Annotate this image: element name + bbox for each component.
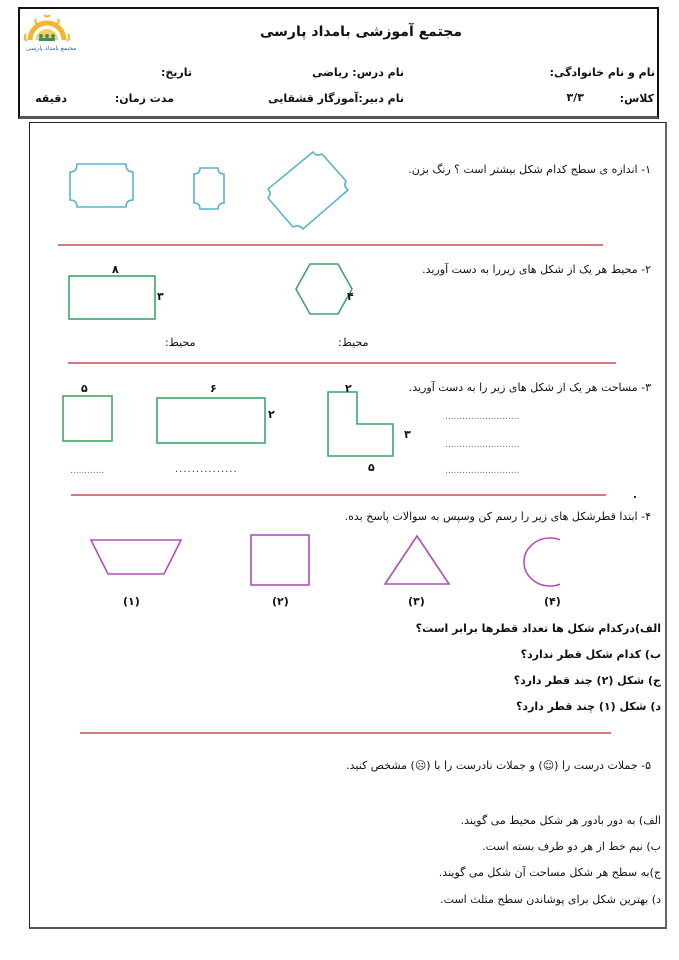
q4-shapes xyxy=(80,530,560,590)
q3-answer-line-2[interactable]: .......................... xyxy=(445,440,520,450)
q4-shape-label-1: (۱) xyxy=(123,595,140,608)
q3-lshape-top-label: ۲ xyxy=(345,382,352,395)
q3-lshape-side-label: ۳ xyxy=(404,428,411,441)
q4-triangle-shape xyxy=(385,536,449,584)
q4-subquestion-c: ج) شکل (۲) چند قطر دارد؟ xyxy=(513,674,661,687)
q5-statement-b: ب) نیم خط از هر دو طرف بسته است. xyxy=(482,840,661,853)
q4-square-shape xyxy=(251,535,309,585)
q4-shape-label-2: (۲) xyxy=(272,595,289,608)
frown-icon: ☹ xyxy=(414,759,427,772)
q4-subquestion-b: ب) کدام شکل قطر ندارد؟ xyxy=(520,648,661,661)
q3-shapes xyxy=(55,385,415,465)
q2-shapes xyxy=(60,260,360,330)
q3-l-shape xyxy=(328,392,393,456)
q3-rect-answer-line[interactable]: ............... xyxy=(175,464,238,475)
q3-answer-line-3[interactable]: .......................... xyxy=(445,466,520,476)
q3-lshape-bottom-label: ۵ xyxy=(368,461,375,474)
q2-rectangle-shape xyxy=(69,276,155,319)
notched-rectangle-small-shape xyxy=(194,168,224,209)
date-label: تاریخ: xyxy=(160,66,192,79)
school-logo xyxy=(22,12,76,56)
q4-shape-label-3: (۳) xyxy=(408,595,425,608)
question-1-text: ۱- اندازه ی سطح کدام شکل بیشتر است ؟ رنگ بزن. xyxy=(408,163,651,176)
q3-square-shape xyxy=(63,396,112,441)
section-divider xyxy=(80,732,611,734)
q4-trapezoid-shape xyxy=(91,540,181,574)
q2-rect-perimeter-label: محیط: xyxy=(165,336,196,349)
q5-statement-d: د) بهترین شکل برای پوشاندن سطح مثلث است. xyxy=(440,893,661,906)
class-value: ۳/۳ xyxy=(566,91,584,104)
q4-subquestion-a: الف)درکدام شکل ها تعداد قطرها برابر است؟ xyxy=(415,622,661,635)
section-divider xyxy=(58,244,603,246)
q1-shapes xyxy=(60,148,360,238)
question-3-text: ۳- مساحت هر یک از شکل های زیر را به دست آورید. xyxy=(408,381,651,394)
q3-rectangle-shape xyxy=(157,398,265,443)
q3-square-answer-line[interactable]: ............ xyxy=(70,466,105,476)
class-label: کلاس: xyxy=(619,92,654,105)
q2-hexagon-perimeter-label: محیط: xyxy=(338,336,369,349)
notched-rectangle-large-shape xyxy=(70,164,133,207)
q2-rect-top-label: ۸ xyxy=(112,263,119,276)
q3-answer-line-1[interactable]: .......................... xyxy=(445,412,520,422)
school-name: مجتمع آموزشی بامداد پارسی xyxy=(260,24,463,40)
q5-text-part3: ) مشخص کنید. xyxy=(346,759,415,772)
q4-circle-shape xyxy=(524,538,560,586)
q3-rect-side-label: ۲ xyxy=(268,408,275,421)
q4-subquestion-d: د) شکل (۱) چند قطر دارد؟ xyxy=(516,700,661,713)
duration-unit: دقیقه xyxy=(35,92,67,105)
subject-label: نام درس: ریاضی xyxy=(312,66,404,79)
q2-hexagon-shape xyxy=(296,264,352,314)
q5-statement-a: الف) به دور بادور هر شکل محیط می گویند. xyxy=(460,814,661,827)
q3-square-top-label: ۵ xyxy=(81,382,88,395)
question-4-text: ۴- ابتدا قطرشکل های زیر را رسم کن وسپس به سوالات پاسخ بده. xyxy=(344,510,651,523)
q2-hexagon-side-label: ۴ xyxy=(347,290,354,303)
q2-rect-side-label: ۳ xyxy=(157,290,164,303)
q4-shape-label-4: (۴) xyxy=(544,595,561,608)
student-name-label: نام و نام خانوادگی: xyxy=(549,66,655,79)
q5-text-part2: ) و جملات نادرست را با ( xyxy=(426,759,543,772)
question-5-text xyxy=(346,759,651,772)
duration-label: مدت زمان: xyxy=(114,92,174,105)
q5-statement-c: ج)به سطح هر شکل مساحت آن شکل می گویند. xyxy=(438,866,661,879)
logo-caption: مجتمع بامداد پارسی xyxy=(26,45,76,52)
question-2-text: ۲- محیط هر یک از شکل های زیررا به دست آورید. xyxy=(422,263,651,276)
section-divider xyxy=(68,362,616,364)
section-divider xyxy=(71,494,606,496)
notched-rectangle-rotated-shape xyxy=(268,152,348,229)
teacher-label: نام دبیر:آموزگار قشقایی xyxy=(268,92,404,105)
stray-dot xyxy=(634,496,636,498)
q3-rect-top-label: ۶ xyxy=(210,382,217,395)
q5-text-part1: ۵- جملات درست را ( xyxy=(554,759,651,772)
smile-icon: ☺ xyxy=(542,759,555,772)
